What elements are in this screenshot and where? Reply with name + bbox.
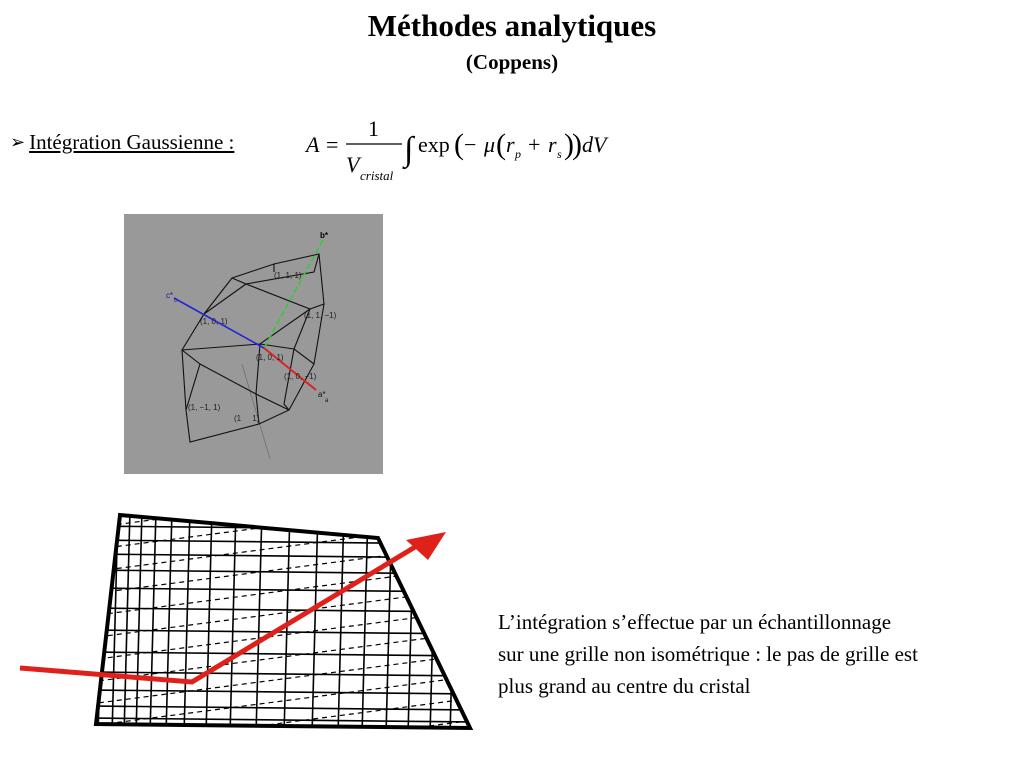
formula-numerator: 1 [368, 116, 379, 141]
face-label-100: (1, 0, 1) [256, 353, 284, 362]
paren-close-outer: ) [572, 128, 582, 161]
slide-title: Méthodes analytiques [367, 8, 657, 43]
grid-dashed-line [90, 676, 475, 726]
beam-path [20, 544, 420, 682]
formula-dv: dV [582, 132, 607, 157]
grid-line [230, 510, 236, 735]
grid-line [90, 554, 475, 558]
formula-rs: r [548, 132, 557, 157]
grid-line [184, 510, 190, 735]
grid-line [256, 510, 262, 735]
formula-mu: μ [484, 132, 496, 157]
formula-lhs: A [306, 132, 320, 157]
crystal-3d-figure [124, 214, 383, 474]
face-label-1m11: (1, −1, 1) [188, 403, 221, 412]
grid-dashed-line [90, 500, 475, 506]
grid-line [90, 570, 475, 574]
face-label-101: (1, 0, 1) [200, 317, 228, 326]
paren-close-inner: ) [564, 128, 574, 161]
formula-func: exp [418, 132, 450, 157]
formula-plus: + [528, 132, 541, 157]
grid-line [90, 588, 475, 592]
label-c-sub: c [174, 298, 177, 304]
arrow-bullet-icon: ➢ [10, 132, 26, 152]
integral-sign: ∫ [404, 131, 414, 168]
formula-denominator-var: V [346, 152, 360, 177]
caption-line: L’intégration s’effectue par un échantillonnage [498, 610, 892, 634]
formula-minus: − [464, 132, 477, 157]
caption-line: sur une grille non isométrique : le pas de grille est [498, 642, 918, 666]
face-label-11m1: (1, 1, −1) [304, 311, 337, 320]
caption-text [498, 606, 1018, 702]
label-c-star: c* [166, 291, 174, 300]
integral-formula [306, 110, 626, 190]
paren-open-inner: ( [496, 128, 506, 161]
formula-rs-sub: s [557, 147, 562, 161]
formula-rp-sub: p [515, 147, 521, 161]
label-a-star: a* [318, 390, 326, 399]
face-label-10m1: (1, 0, −1) [284, 372, 317, 381]
grid-line [166, 510, 172, 735]
formula-rp: r [506, 132, 515, 157]
caption-line: plus grand au centre du cristal [498, 674, 751, 698]
grid-dashed-line [90, 588, 475, 638]
paren-open-outer: ( [454, 128, 464, 161]
grid-line [124, 510, 130, 735]
grid-line [312, 510, 318, 735]
grid-dashed-line [90, 566, 475, 616]
bullet-item [10, 130, 234, 155]
grid-dashed-line [90, 500, 475, 528]
formula-equals: = [326, 132, 339, 157]
grid-line [150, 510, 156, 735]
formula-denominator-sub: cristal [360, 168, 394, 183]
grid-line [362, 510, 368, 735]
face-label-bottom: (1 1) [234, 414, 260, 423]
label-a-sub: a [325, 398, 329, 404]
bullet-label: Intégration Gaussienne : [29, 130, 235, 154]
slide-subtitle: (Coppens) [465, 50, 559, 74]
grid-line [90, 706, 475, 710]
grid-line [90, 690, 475, 694]
grid-line [338, 510, 344, 735]
grid-line [386, 510, 392, 735]
sampling-grid-figure [0, 500, 480, 740]
label-b-star: b* [320, 231, 328, 240]
face-label-111: (1, 1, 1) [274, 271, 302, 280]
grid-dashed-line [90, 544, 475, 594]
